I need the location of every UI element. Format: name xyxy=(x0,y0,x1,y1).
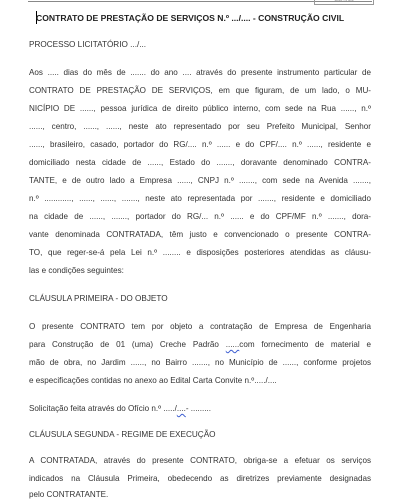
corner-label: abrir Dúzie xyxy=(334,0,354,3)
document-title: CONTRATO DE PRESTAÇÃO DE SERVIÇOS N.º .../.... - CONSTRUÇÃO CIVIL xyxy=(36,13,345,23)
processo-licitatorio: PROCESSO LICITATÓRIO .../... xyxy=(29,40,147,49)
clause-one-text: para Construção de 01 (uma) Creche Padrão xyxy=(29,340,226,349)
clause-one-line: mão de obra, no Jardim ......, no Bairro ......., no Município de ......, conforme projetos xyxy=(29,358,371,367)
preamble-line: ......, centro, ......, ......, neste ato representado por seu Prefeito Municipal, Senhor xyxy=(29,122,371,131)
clause-two-line: pelo CONTRATANTE. xyxy=(29,490,109,499)
preamble-line: na cidade de ......, ......., portador do RG/... n.º ...... e do CPF/MF n.º ......., dora- xyxy=(29,212,371,221)
solicitacao-line xyxy=(29,404,211,413)
clause-two-line: A CONTRATADA, através do presente CONTRATO, obriga-se a efetuar os serviços xyxy=(29,456,371,465)
spellcheck-squiggle: ...... xyxy=(225,340,240,349)
preamble-line: vante denominada CONTRATADA, têm justo e convencionado o presente CONTRA- xyxy=(29,230,371,239)
clause-one-line: e especificações contidas no anexo ao Edital Carta Convite n.º...../.... xyxy=(29,376,277,385)
clause-one-text: com fornecimento de material e xyxy=(239,340,371,349)
preamble-line: CONTRATO DE PRESTAÇÃO DE SERVIÇOS, em que figuram, de um lado, o MU- xyxy=(29,86,371,95)
preamble-line: TANTE, e de outro lado a Empresa ......, CNPJ n.º ......., com sede na Avenida ......., xyxy=(29,176,371,185)
clause-one-line xyxy=(29,340,371,349)
clause-two-line: indicados na Cláusula Primeira, obedecendo as diretrizes previamente designadas xyxy=(29,474,371,483)
preamble-line: Aos ..... dias do mês de ....... do ano .... através do presente instrumento particular de xyxy=(29,68,371,77)
solicitacao-text: - ......... xyxy=(185,404,212,413)
solicitacao-text: Solicitação feita através do Ofício n.º ...../ xyxy=(29,404,177,413)
preamble-line: NICÍPIO DE ......, pessoa jurídica de direito público interno, com sede na Rua ......, n.º xyxy=(29,104,371,113)
preamble-line: ......, brasileiro, casado, portador do RG/.... n.º ...... e do CPF/.... n.º ......, residente e xyxy=(29,140,371,149)
clause-one-line: O presente CONTRATO tem por objeto a contratação de Empresa de Engenharia xyxy=(29,322,371,331)
preamble-line: TO, que reger-se-á pela Lei n.º ........ e disposições posteriores atendidas as cláusu- xyxy=(29,248,371,257)
preamble-line: domiciliado nesta cidade de ......, Estado do ......., doravante denominado CONTRA- xyxy=(29,158,371,167)
clause-two-heading: CLÁUSULA SEGUNDA - REGIME DE EXECUÇÃO xyxy=(29,430,216,439)
spellcheck-squiggle: .... xyxy=(176,404,186,413)
preamble-line: las e condições seguintes: xyxy=(29,266,124,275)
corner-label-box xyxy=(314,0,374,5)
preamble-line: n.º ............, ......, ......, ......., neste ato representada por ......., residente e domiciliado xyxy=(29,194,371,203)
clause-one-heading: CLÁUSULA PRIMEIRA - DO OBJETO xyxy=(29,294,168,303)
